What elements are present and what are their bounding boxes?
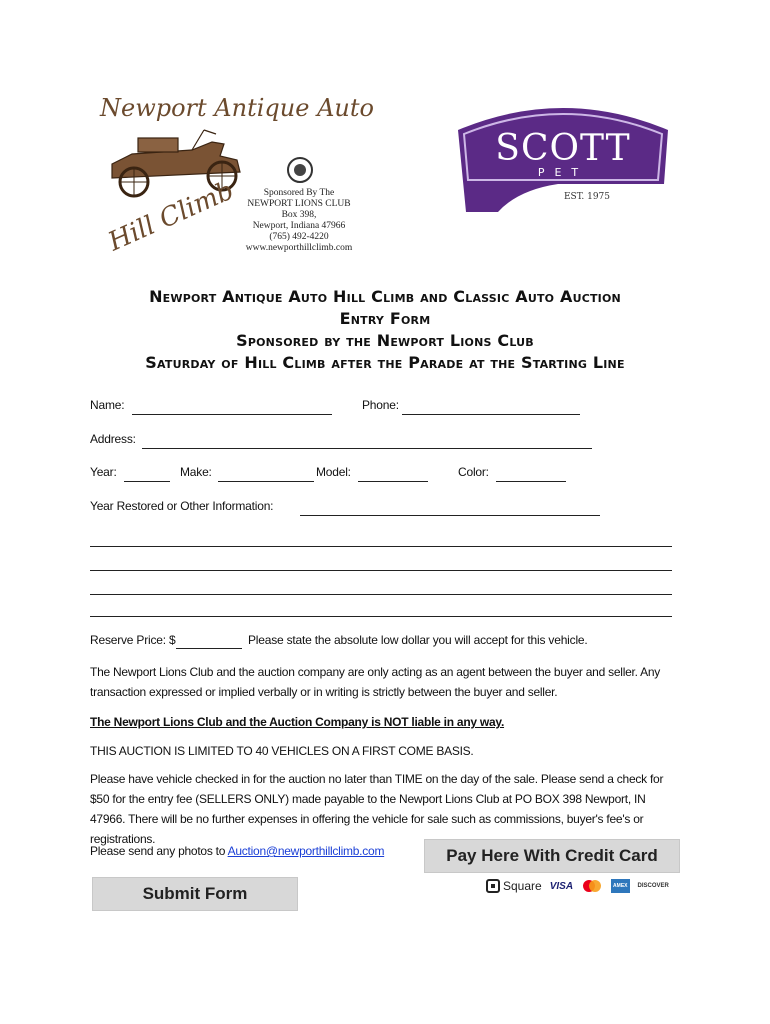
year-restored-label: Year Restored or Other Information:: [90, 499, 274, 513]
photos-prefix: Please send any photos to: [90, 844, 226, 858]
heading-line-4: Saturday of Hill Climb after the Parade at the Starting Line: [145, 353, 625, 372]
info-line-2[interactable]: [90, 570, 672, 571]
payment-logos: [486, 876, 671, 896]
lions-club-emblem-icon: [286, 156, 314, 184]
name-field[interactable]: [132, 414, 332, 415]
vehicle-limit-notice: THIS AUCTION IS LIMITED TO 40 VEHICLES ON A FIRST COME BASIS.: [90, 744, 474, 758]
agent-disclaimer: The Newport Lions Club and the auction company are only acting as an agent between the buyer and seller. Any transaction expressed or implied verbally or in writing is strictly between the buyer and seller.: [90, 665, 661, 699]
color-field[interactable]: [496, 481, 566, 482]
phone-field[interactable]: [402, 414, 580, 415]
reserve-price-field[interactable]: [176, 648, 242, 649]
discover-logo: DISCOVER: [637, 883, 669, 889]
model-field[interactable]: [358, 481, 428, 482]
address-field[interactable]: [142, 448, 592, 449]
mastercard-icon: [581, 879, 603, 893]
heading-line-1: Newport Antique Auto Hill Climb and Classic Auto Auction: [149, 287, 621, 306]
newport-hill-climb-logo: [92, 94, 374, 258]
scott-pet-logo: [458, 100, 668, 218]
model-label: Model:: [316, 465, 351, 479]
square-icon: [486, 879, 500, 893]
year-restored-field[interactable]: [300, 515, 600, 516]
info-line-4[interactable]: [90, 616, 672, 617]
color-label: Color:: [458, 465, 489, 479]
pet-text: PET: [537, 166, 589, 179]
info-line-3[interactable]: [90, 594, 672, 595]
reserve-price-note: Please state the absolute low dollar you will accept for this vehicle.: [248, 633, 588, 647]
photos-email-link[interactable]: Auction@newporthillclimb.com: [227, 844, 385, 858]
submit-form-button[interactable]: Submit Form: [92, 877, 298, 911]
reserve-price-label: Reserve Price: $: [90, 633, 176, 647]
make-label: Make:: [180, 465, 212, 479]
pay-credit-card-button[interactable]: Pay Here With Credit Card: [424, 839, 680, 873]
year-field[interactable]: [124, 481, 170, 482]
scott-brand-text: SCOTT: [495, 128, 631, 169]
amex-logo: AMEX: [611, 879, 629, 893]
photos-line: [90, 841, 384, 861]
name-label: Name:: [90, 398, 125, 412]
address-label: Address:: [90, 432, 136, 446]
checkin-instructions: Please have vehicle checked in for the auction no later than TIME on the day of the sale. Please send a check for $50 for the entry fee (SELLERS ONLY) made payable to the Newport Lions Club at PO BOX 398 Newport, IN 47966. There will be no further expenses in offering the vehicle for sale such as commissions, buyer's fee's or registrations.: [90, 772, 664, 846]
form-heading: [60, 286, 710, 374]
heading-line-2: Entry Form: [339, 309, 431, 328]
info-line-1[interactable]: [90, 546, 672, 547]
year-label: Year:: [90, 465, 117, 479]
square-logo: Square: [486, 879, 542, 893]
logo-title: Newport Antique Auto: [100, 94, 374, 122]
make-field[interactable]: [218, 481, 314, 482]
logo-hill-climb: Hill Climb: [104, 175, 239, 258]
est-text: EST. 1975: [552, 192, 622, 202]
heading-line-3: Sponsored by the Newport Lions Club: [236, 331, 534, 350]
liability-notice: The Newport Lions Club and the Auction Company is NOT liable in any way.: [90, 715, 505, 729]
logo-sponsor-text: Sponsored By The NEWPORT LIONS CLUB Box 398, Newport, Indiana 47966 (765) 492-4220 www.newporthillclimb.com: [245, 188, 353, 253]
phone-label: Phone:: [362, 398, 399, 412]
visa-logo: VISA: [549, 880, 574, 892]
